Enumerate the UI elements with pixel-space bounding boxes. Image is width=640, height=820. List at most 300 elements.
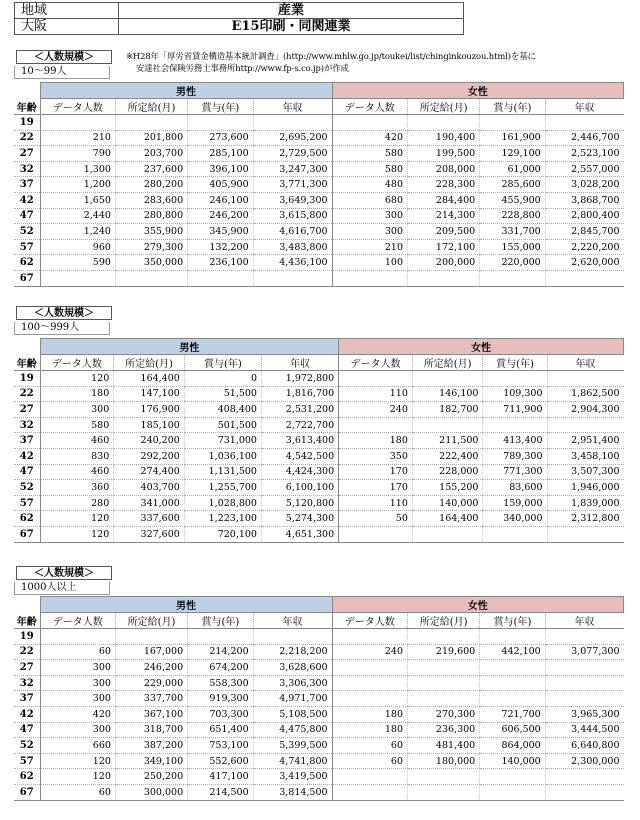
male-value-cell: 3,649,300 — [253, 192, 332, 208]
female-value-cell — [545, 629, 623, 645]
female-value-cell: 211,500 — [412, 433, 483, 449]
female-value-cell: 155,200 — [412, 480, 483, 496]
male-value-cell: 4,651,300 — [261, 526, 338, 542]
age-column-header: 年齢 — [14, 99, 40, 115]
female-value-cell: 240 — [339, 402, 413, 418]
male-value-cell: 2,440 — [40, 208, 115, 224]
column-header: 賞与(年) — [188, 99, 254, 115]
female-value-cell — [545, 691, 623, 707]
male-value-cell — [188, 270, 254, 286]
female-value-cell: 442,100 — [480, 644, 546, 660]
female-value-cell: 3,444,500 — [545, 722, 623, 738]
male-value-cell — [188, 115, 254, 131]
age-cell: 27 — [14, 660, 40, 676]
table-row — [14, 526, 624, 542]
female-value-cell — [545, 270, 623, 286]
age-cell: 67 — [14, 270, 40, 286]
female-value-cell: 789,300 — [483, 448, 547, 464]
male-value-cell: 280 — [40, 495, 114, 511]
female-value-cell: 240 — [332, 644, 407, 660]
male-value-cell: 1,223,100 — [184, 511, 261, 527]
female-value-cell: 1,946,000 — [547, 480, 623, 496]
male-value-cell: 5,399,500 — [253, 738, 332, 754]
table-row — [14, 738, 624, 754]
male-value-cell: 60 — [40, 784, 115, 800]
male-value-cell: 147,100 — [114, 386, 185, 402]
size-range: 10～99人 — [14, 66, 110, 79]
male-value-cell: 1,650 — [40, 192, 115, 208]
male-value-cell: 1,036,100 — [184, 448, 261, 464]
male-value-cell: 51,500 — [184, 386, 261, 402]
region-value: 大阪 — [15, 19, 119, 35]
female-value-cell: 340,000 — [483, 511, 547, 527]
male-value-cell: 501,500 — [184, 417, 261, 433]
male-value-cell: 1,972,800 — [261, 371, 338, 387]
female-value-cell — [332, 784, 407, 800]
female-value-cell: 182,700 — [412, 402, 483, 418]
male-value-cell: 720,100 — [184, 526, 261, 542]
male-value-cell: 120 — [40, 753, 115, 769]
male-value-cell: 403,700 — [114, 480, 185, 496]
female-value-cell — [480, 769, 546, 785]
female-value-cell — [547, 371, 623, 387]
female-value-cell: 2,904,300 — [547, 402, 623, 418]
male-value-cell: 350,000 — [115, 255, 187, 271]
female-value-cell: 606,500 — [480, 722, 546, 738]
male-value-cell: 5,274,300 — [261, 511, 338, 527]
male-value-cell: 167,000 — [115, 644, 187, 660]
female-value-cell: 455,900 — [480, 192, 546, 208]
male-value-cell: 355,900 — [115, 224, 187, 240]
male-value-cell: 790 — [40, 146, 115, 162]
male-value-cell: 4,971,700 — [253, 691, 332, 707]
female-value-cell: 1,839,000 — [547, 495, 623, 511]
female-value-cell: 481,400 — [408, 738, 480, 754]
female-value-cell: 300 — [332, 208, 407, 224]
column-header: 年収 — [547, 355, 623, 371]
female-value-cell: 161,900 — [480, 130, 546, 146]
male-value-cell — [40, 629, 115, 645]
female-value-cell — [332, 629, 407, 645]
table-row — [14, 675, 624, 691]
male-value-cell: 558,300 — [188, 675, 254, 691]
male-value-cell: 3,628,600 — [253, 660, 332, 676]
age-cell: 22 — [14, 644, 40, 660]
male-value-cell: 318,700 — [115, 722, 187, 738]
female-value-cell: 2,220,200 — [545, 239, 623, 255]
age-spacer — [14, 339, 40, 355]
column-header: 年収 — [253, 99, 332, 115]
female-value-cell — [339, 371, 413, 387]
size-badge: ＜人数規模＞ — [16, 566, 112, 580]
female-value-cell: 210 — [332, 239, 407, 255]
male-value-cell: 580 — [40, 417, 114, 433]
female-value-cell: 711,900 — [483, 402, 547, 418]
female-value-cell: 284,400 — [408, 192, 480, 208]
female-value-cell — [332, 270, 407, 286]
male-value-cell — [115, 629, 187, 645]
female-value-cell: 3,458,100 — [547, 448, 623, 464]
male-value-cell: 300 — [40, 675, 115, 691]
female-value-cell: 50 — [339, 511, 413, 527]
female-value-cell — [480, 691, 546, 707]
male-group-header: 男性 — [40, 597, 332, 613]
male-value-cell: 164,400 — [114, 371, 185, 387]
size-badge: ＜人数規模＞ — [16, 306, 112, 320]
table-row — [14, 130, 624, 146]
column-header: 所定給(月) — [115, 99, 187, 115]
male-value-cell: 3,615,800 — [253, 208, 332, 224]
male-value-cell: 0 — [184, 371, 261, 387]
size-badge: ＜人数規模＞ — [16, 50, 112, 64]
age-cell: 37 — [14, 433, 40, 449]
female-value-cell: 413,400 — [483, 433, 547, 449]
female-value-cell: 1,862,500 — [547, 386, 623, 402]
male-value-cell: 2,695,200 — [253, 130, 332, 146]
male-value-cell: 2,729,500 — [253, 146, 332, 162]
male-value-cell: 3,306,300 — [253, 675, 332, 691]
age-cell: 32 — [14, 417, 40, 433]
male-value-cell: 552,600 — [188, 753, 254, 769]
age-cell: 57 — [14, 495, 40, 511]
male-value-cell: 5,108,500 — [253, 706, 332, 722]
male-value-cell: 120 — [40, 769, 115, 785]
age-cell: 32 — [14, 675, 40, 691]
male-value-cell: 3,483,800 — [253, 239, 332, 255]
female-value-cell: 180 — [332, 706, 407, 722]
male-value-cell: 4,424,300 — [261, 464, 338, 480]
female-value-cell — [408, 270, 480, 286]
female-value-cell: 680 — [332, 192, 407, 208]
male-value-cell: 337,700 — [115, 691, 187, 707]
table-row — [14, 192, 624, 208]
male-value-cell — [253, 629, 332, 645]
industry-value: E15印刷・同関連業 — [119, 19, 464, 35]
column-header: 年収 — [545, 99, 623, 115]
female-value-cell — [332, 769, 407, 785]
female-value-cell: 2,312,800 — [547, 511, 623, 527]
table-row — [14, 769, 624, 785]
table-row — [14, 629, 624, 645]
table-row — [14, 464, 624, 480]
table-row — [14, 784, 624, 800]
age-cell: 42 — [14, 448, 40, 464]
age-spacer — [14, 83, 40, 99]
male-value-cell: 1,131,500 — [184, 464, 261, 480]
male-value-cell — [115, 270, 187, 286]
male-value-cell: 703,300 — [188, 706, 254, 722]
male-value-cell: 4,542,500 — [261, 448, 338, 464]
table-row — [14, 239, 624, 255]
female-value-cell: 331,700 — [480, 224, 546, 240]
male-value-cell: 4,475,800 — [253, 722, 332, 738]
table-row — [14, 722, 624, 738]
male-value-cell — [115, 115, 187, 131]
female-value-cell: 129,100 — [480, 146, 546, 162]
column-header: 所定給(月) — [408, 613, 480, 629]
column-header: 所定給(月) — [408, 99, 480, 115]
table-row — [14, 495, 624, 511]
female-value-cell: 420 — [332, 130, 407, 146]
male-value-cell: 674,200 — [188, 660, 254, 676]
female-value-cell — [545, 769, 623, 785]
male-value-cell: 120 — [40, 371, 114, 387]
table-row — [14, 224, 624, 240]
column-header: データ人数 — [40, 99, 115, 115]
female-value-cell: 2,300,000 — [545, 753, 623, 769]
male-value-cell: 1,255,700 — [184, 480, 261, 496]
region-label: 地域 — [15, 3, 119, 19]
age-cell: 22 — [14, 386, 40, 402]
female-value-cell: 219,600 — [408, 644, 480, 660]
male-value-cell: 830 — [40, 448, 114, 464]
table-row — [14, 433, 624, 449]
male-value-cell — [253, 115, 332, 131]
female-value-cell — [545, 675, 623, 691]
female-value-cell: 285,600 — [480, 177, 546, 193]
female-value-cell: 199,500 — [408, 146, 480, 162]
age-cell: 27 — [14, 146, 40, 162]
female-value-cell: 300 — [332, 224, 407, 240]
female-value-cell: 228,800 — [480, 208, 546, 224]
wage-table — [14, 82, 624, 287]
female-value-cell: 2,446,700 — [545, 130, 623, 146]
table-row — [14, 270, 624, 286]
female-group-header: 女性 — [332, 597, 623, 613]
female-value-cell — [480, 629, 546, 645]
table-row — [14, 753, 624, 769]
age-cell: 62 — [14, 511, 40, 527]
female-value-cell: 100 — [332, 255, 407, 271]
female-value-cell: 140,000 — [480, 753, 546, 769]
female-value-cell: 270,300 — [408, 706, 480, 722]
female-value-cell: 209,500 — [408, 224, 480, 240]
female-value-cell: 3,507,300 — [547, 464, 623, 480]
female-value-cell: 180 — [332, 722, 407, 738]
female-value-cell: 109,300 — [483, 386, 547, 402]
male-value-cell: 246,100 — [188, 192, 254, 208]
female-value-cell: 60 — [332, 753, 407, 769]
female-value-cell: 180,000 — [408, 753, 480, 769]
age-cell: 42 — [14, 706, 40, 722]
male-value-cell: 1,200 — [40, 177, 115, 193]
male-value-cell: 660 — [40, 738, 115, 754]
female-value-cell: 3,868,700 — [545, 192, 623, 208]
wage-table — [14, 338, 624, 543]
column-header: 賞与(年) — [184, 355, 261, 371]
table-row — [14, 417, 624, 433]
male-value-cell: 180 — [40, 386, 114, 402]
table-row — [14, 660, 624, 676]
female-value-cell: 220,000 — [480, 255, 546, 271]
male-value-cell: 300 — [40, 402, 114, 418]
female-value-cell — [408, 784, 480, 800]
female-value-cell — [332, 691, 407, 707]
male-value-cell: 1,816,700 — [261, 386, 338, 402]
male-value-cell: 214,500 — [188, 784, 254, 800]
wage-table — [14, 596, 624, 801]
column-header: 所定給(月) — [412, 355, 483, 371]
male-value-cell: 240,200 — [114, 433, 185, 449]
female-value-cell — [332, 115, 407, 131]
age-cell: 19 — [14, 115, 40, 131]
age-cell: 57 — [14, 753, 40, 769]
age-cell: 52 — [14, 224, 40, 240]
table-row — [14, 511, 624, 527]
male-value-cell: 280,800 — [115, 208, 187, 224]
age-cell: 32 — [14, 161, 40, 177]
male-value-cell: 1,240 — [40, 224, 115, 240]
male-value-cell: 5,120,800 — [261, 495, 338, 511]
female-value-cell — [408, 769, 480, 785]
male-value-cell: 292,200 — [114, 448, 185, 464]
male-value-cell: 2,531,200 — [261, 402, 338, 418]
table-row — [14, 706, 624, 722]
age-spacer — [14, 597, 40, 613]
column-header: データ人数 — [339, 355, 413, 371]
female-value-cell: 350 — [339, 448, 413, 464]
male-value-cell: 120 — [40, 511, 114, 527]
age-cell: 62 — [14, 769, 40, 785]
female-value-cell: 2,800,400 — [545, 208, 623, 224]
column-header: 所定給(月) — [114, 355, 185, 371]
female-value-cell — [483, 371, 547, 387]
female-value-cell: 159,000 — [483, 495, 547, 511]
industry-label: 産業 — [119, 3, 464, 19]
table-row — [14, 255, 624, 271]
age-column-header: 年齢 — [14, 355, 40, 371]
male-value-cell: 341,000 — [114, 495, 185, 511]
female-value-cell: 2,557,000 — [545, 161, 623, 177]
table-row — [14, 177, 624, 193]
column-header: 賞与(年) — [188, 613, 254, 629]
female-group-header: 女性 — [339, 339, 624, 355]
female-value-cell: 771,300 — [483, 464, 547, 480]
male-value-cell: 273,600 — [188, 130, 254, 146]
female-value-cell: 180 — [339, 433, 413, 449]
column-header: 賞与(年) — [480, 99, 546, 115]
female-value-cell: 60 — [332, 738, 407, 754]
age-cell: 27 — [14, 402, 40, 418]
male-value-cell: 6,100,100 — [261, 480, 338, 496]
female-value-cell — [480, 115, 546, 131]
male-value-cell: 185,100 — [114, 417, 185, 433]
age-cell: 47 — [14, 722, 40, 738]
male-value-cell: 396,100 — [188, 161, 254, 177]
male-value-cell: 274,400 — [114, 464, 185, 480]
male-value-cell: 300 — [40, 722, 115, 738]
table-row — [14, 161, 624, 177]
male-value-cell: 2,218,200 — [253, 644, 332, 660]
age-cell: 67 — [14, 784, 40, 800]
male-value-cell: 280,200 — [115, 177, 187, 193]
male-value-cell: 460 — [40, 464, 114, 480]
female-value-cell — [412, 526, 483, 542]
male-value-cell: 919,300 — [188, 691, 254, 707]
female-value-cell: 580 — [332, 161, 407, 177]
male-value-cell — [188, 629, 254, 645]
female-value-cell: 6,640,800 — [545, 738, 623, 754]
age-cell: 47 — [14, 464, 40, 480]
column-header: 所定給(月) — [115, 613, 187, 629]
age-cell: 62 — [14, 255, 40, 271]
female-value-cell — [480, 660, 546, 676]
male-value-cell: 300 — [40, 691, 115, 707]
female-value-cell: 236,300 — [408, 722, 480, 738]
table-row — [14, 386, 624, 402]
female-value-cell: 61,000 — [480, 161, 546, 177]
male-group-header: 男性 — [40, 83, 332, 99]
age-cell: 19 — [14, 629, 40, 645]
female-value-cell: 721,700 — [480, 706, 546, 722]
male-value-cell: 349,100 — [115, 753, 187, 769]
male-value-cell: 279,300 — [115, 239, 187, 255]
female-value-cell — [332, 660, 407, 676]
age-cell: 42 — [14, 192, 40, 208]
male-value-cell — [253, 270, 332, 286]
table-row — [14, 208, 624, 224]
male-value-cell: 367,100 — [115, 706, 187, 722]
female-value-cell — [547, 526, 623, 542]
female-value-cell — [339, 526, 413, 542]
male-value-cell: 753,100 — [188, 738, 254, 754]
female-value-cell: 228,000 — [412, 464, 483, 480]
female-value-cell: 222,400 — [412, 448, 483, 464]
table-row — [14, 146, 624, 162]
female-value-cell — [408, 660, 480, 676]
column-header: 年収 — [253, 613, 332, 629]
table-row — [14, 371, 624, 387]
male-value-cell: 237,600 — [115, 161, 187, 177]
table-row — [14, 480, 624, 496]
male-value-cell: 408,400 — [184, 402, 261, 418]
female-value-cell: 580 — [332, 146, 407, 162]
male-value-cell: 285,100 — [188, 146, 254, 162]
female-value-cell: 146,100 — [412, 386, 483, 402]
female-value-cell: 2,523,100 — [545, 146, 623, 162]
male-value-cell: 229,000 — [115, 675, 187, 691]
male-value-cell: 3,613,400 — [261, 433, 338, 449]
age-cell: 67 — [14, 526, 40, 542]
male-value-cell: 60 — [40, 644, 115, 660]
female-value-cell: 208,000 — [408, 161, 480, 177]
female-value-cell — [545, 115, 623, 131]
source-note — [126, 50, 536, 74]
age-cell: 52 — [14, 480, 40, 496]
male-value-cell: 4,616,700 — [253, 224, 332, 240]
male-value-cell: 1,300 — [40, 161, 115, 177]
male-value-cell: 417,100 — [188, 769, 254, 785]
female-value-cell: 190,400 — [408, 130, 480, 146]
male-value-cell: 590 — [40, 255, 115, 271]
age-cell: 37 — [14, 691, 40, 707]
female-value-cell: 214,300 — [408, 208, 480, 224]
male-value-cell: 246,200 — [115, 660, 187, 676]
female-value-cell: 228,300 — [408, 177, 480, 193]
column-header: データ人数 — [40, 355, 114, 371]
column-header: 賞与(年) — [483, 355, 547, 371]
male-value-cell: 132,200 — [188, 239, 254, 255]
female-value-cell — [412, 371, 483, 387]
female-value-cell — [332, 675, 407, 691]
table-row — [14, 115, 624, 131]
male-value-cell: 387,200 — [115, 738, 187, 754]
female-value-cell: 3,965,300 — [545, 706, 623, 722]
male-value-cell: 327,600 — [114, 526, 185, 542]
male-value-cell: 4,741,800 — [253, 753, 332, 769]
column-header: 年収 — [261, 355, 338, 371]
female-value-cell — [483, 417, 547, 433]
